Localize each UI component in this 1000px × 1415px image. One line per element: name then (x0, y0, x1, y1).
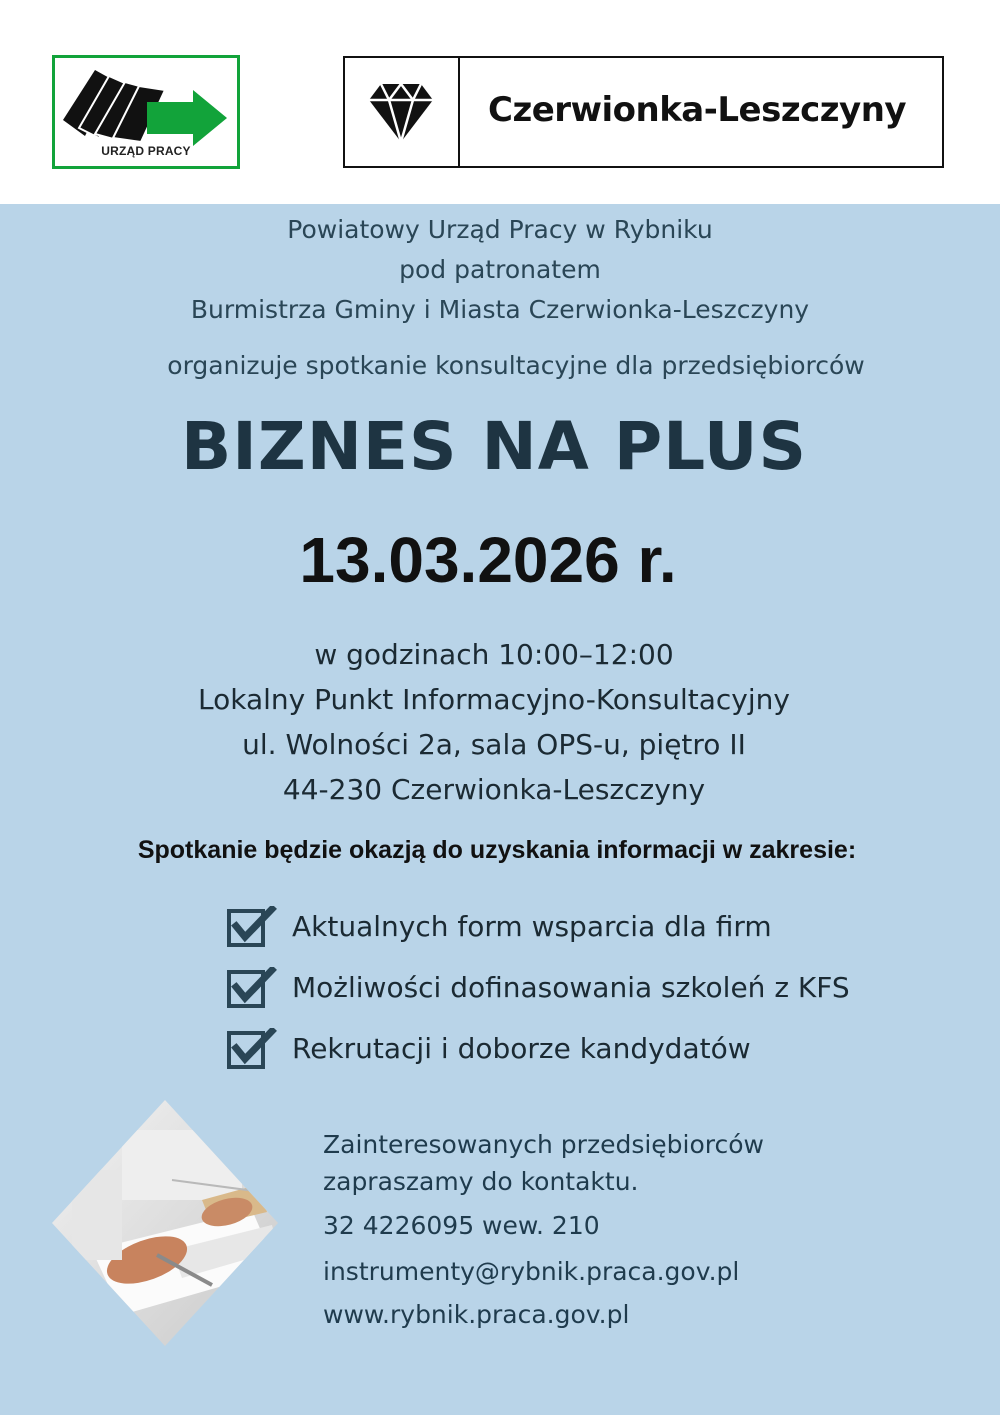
scope-heading: Spotkanie będzie okazją do uzyskania informacji w zakresie: (137, 836, 857, 864)
header (0, 0, 1000, 204)
checkbox-checked-icon (226, 967, 278, 1011)
intro-line-purpose: organizuje spotkanie konsultacyjne dla przedsiębiorców (167, 351, 865, 380)
contact-email[interactable]: instrumenty@rybnik.praca.gov.pl (323, 1257, 740, 1286)
scope-item-label: Aktualnych form wsparcia dla firm (292, 910, 772, 943)
contact-phone: 32 4226095 wew. 210 (323, 1211, 600, 1240)
business-documents-photo (52, 1100, 278, 1346)
intro-line-organizer: Powiatowy Urząd Pracy w Rybniku (287, 215, 713, 244)
contact-website[interactable]: www.rybnik.praca.gov.pl (323, 1300, 630, 1329)
checkbox-checked-icon (226, 1028, 278, 1072)
diamond-emblem-icon (367, 80, 435, 144)
contact-invite-line1: Zainteresowanych przedsiębiorców (323, 1130, 764, 1159)
contact-invite-line2: zapraszamy do kontaktu. (323, 1167, 639, 1196)
intro-line-mayor: Burmistrza Gminy i Miasta Czerwionka-Leszczyny (190, 295, 810, 324)
urzad-pracy-label: URZĄD PRACY (101, 144, 191, 158)
logo-divider (458, 58, 460, 166)
intro-line-patronage: pod patronatem (399, 255, 601, 284)
event-date: 13.03.2026 r. (299, 524, 677, 596)
scope-item-label: Rekrutacji i doborze kandydatów (292, 1032, 751, 1065)
event-place: Lokalny Punkt Informacyjno-Konsultacyjny (198, 683, 790, 716)
checkbox-checked-icon (226, 906, 278, 950)
event-city: 44-230 Czerwionka-Leszczyny (282, 773, 706, 806)
urzad-pracy-logo (52, 55, 240, 169)
czerwionka-leszczyny-logo (343, 56, 944, 168)
city-name: Czerwionka-Leszczyny (488, 90, 907, 130)
scope-item-label: Możliwości dofinasowania szkoleń z KFS (292, 971, 850, 1004)
event-street: ul. Wolności 2a, sala OPS-u, piętro II (242, 728, 746, 761)
event-title: BIZNES NA PLUS (180, 408, 808, 485)
event-hours: w godzinach 10:00–12:00 (314, 638, 674, 671)
